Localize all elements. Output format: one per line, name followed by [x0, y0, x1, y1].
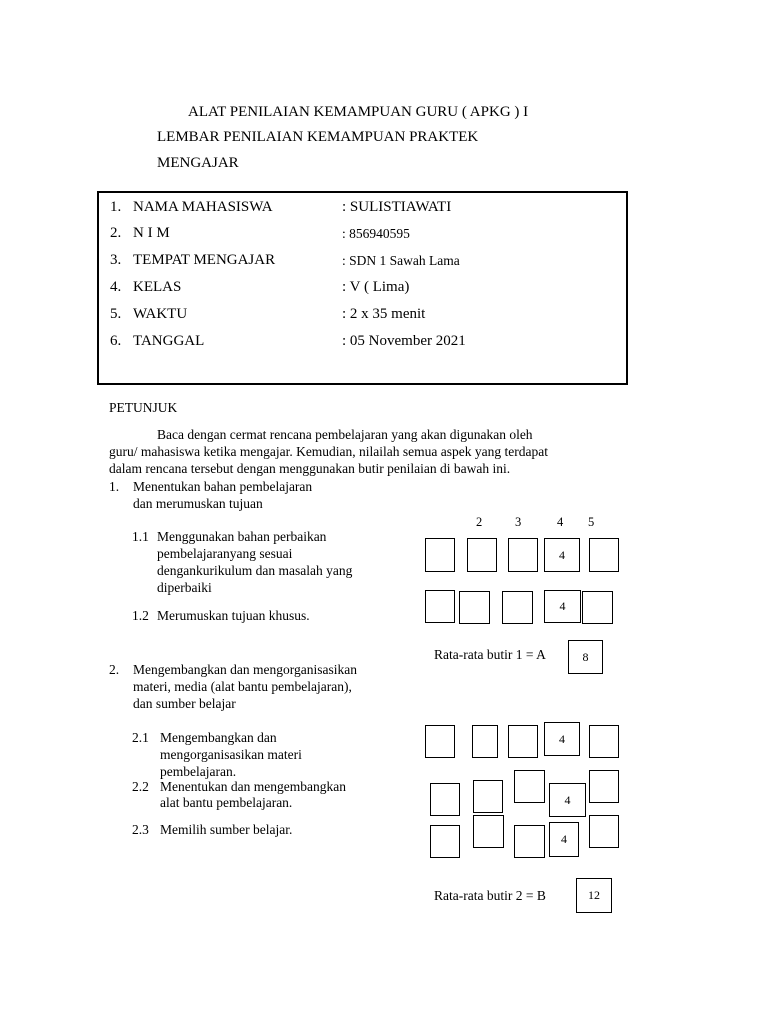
- item-number: 2.2: [132, 779, 149, 794]
- item-number: 2.3: [132, 822, 149, 837]
- item-text: diperbaiki: [157, 580, 212, 595]
- item-text: Menggunakan bahan perbaikan: [157, 529, 327, 544]
- score-box[interactable]: [589, 815, 619, 848]
- item-text: mengorganisasikan materi: [160, 747, 302, 762]
- identity-label-name: NAMA MAHASISWA: [133, 199, 273, 215]
- item-number: 1.2: [132, 608, 149, 623]
- score-box[interactable]: [514, 825, 545, 858]
- instructions-line: dalam rencana tersebut dengan menggunakan butir penilaian di bawah ini.: [109, 461, 511, 476]
- identity-num: 6.: [110, 333, 122, 349]
- scale-label: 3: [515, 515, 522, 529]
- score-box[interactable]: [589, 538, 619, 572]
- score-box[interactable]: [582, 591, 613, 624]
- instructions-line: guru/ mahasiswa ketika mengajar. Kemudian, nilailah semua aspek yang terdapat: [109, 444, 548, 459]
- score-box[interactable]: [430, 825, 460, 858]
- average-label: Rata-rata butir 2 = B: [434, 888, 546, 903]
- score-box-selected[interactable]: 4: [549, 783, 586, 817]
- identity-num: 4.: [110, 279, 122, 295]
- score-box[interactable]: [467, 538, 497, 572]
- doc-title-line1: ALAT PENILAIAN KEMAMPUAN GURU ( APKG ) I: [188, 104, 529, 120]
- item-text: Mengembangkan dan: [160, 730, 277, 745]
- identity-value-date: : 05 November 2021: [342, 333, 466, 349]
- scale-label: 4: [557, 515, 564, 529]
- identity-label-time: WAKTU: [133, 306, 188, 322]
- identity-num: 1.: [110, 199, 122, 215]
- identity-label-place: TEMPAT MENGAJAR: [133, 252, 276, 268]
- score-box[interactable]: [508, 725, 538, 758]
- score-box[interactable]: [514, 770, 545, 803]
- identity-num: 3.: [110, 252, 122, 268]
- score-box[interactable]: [459, 591, 490, 624]
- section2-title: dan sumber belajar: [133, 696, 236, 711]
- scale-label: 2: [476, 515, 483, 529]
- score-box[interactable]: [472, 725, 498, 758]
- identity-value-class: : V ( Lima): [342, 279, 410, 295]
- item-text: alat bantu pembelajaran.: [160, 795, 293, 810]
- item-text: dengankurikulum dan masalah yang: [157, 563, 353, 578]
- item-text: Menentukan dan mengembangkan: [160, 779, 346, 794]
- score-box[interactable]: [473, 780, 503, 813]
- section1-title: Menentukan bahan pembelajaran: [133, 479, 313, 494]
- identity-value-name: : SULISTIAWATI: [342, 199, 452, 215]
- score-box[interactable]: [425, 725, 455, 758]
- score-box-selected[interactable]: 4: [549, 822, 579, 857]
- identity-label-class: KELAS: [133, 279, 182, 295]
- identity-label-date: TANGGAL: [133, 333, 205, 349]
- identity-label-nim: N I M: [133, 225, 170, 241]
- score-box-selected[interactable]: 4: [544, 590, 581, 623]
- score-box[interactable]: [425, 538, 455, 572]
- average-label: Rata-rata butir 1 = A: [434, 647, 546, 662]
- instructions-heading: PETUNJUK: [109, 400, 178, 415]
- item-text: Merumuskan tujuan khusus.: [157, 608, 310, 623]
- identity-value-time: : 2 x 35 menit: [342, 306, 426, 322]
- identity-num: 2.: [110, 225, 122, 241]
- score-box[interactable]: [430, 783, 460, 816]
- section1-num: 1.: [109, 479, 120, 494]
- section2-title: materi, media (alat bantu pembelajaran),: [133, 679, 352, 694]
- identity-value-place: : SDN 1 Sawah Lama: [342, 253, 460, 268]
- score-box[interactable]: [425, 590, 455, 623]
- item-text: pembelajaranyang sesuai: [157, 546, 293, 561]
- section2-title: Mengembangkan dan mengorganisasikan: [133, 662, 357, 677]
- score-box[interactable]: [508, 538, 538, 572]
- average-box[interactable]: 8: [568, 640, 603, 674]
- item-text: pembelajaran.: [160, 764, 237, 779]
- item-number: 1.1: [132, 529, 149, 544]
- average-box[interactable]: 12: [576, 878, 612, 913]
- score-box[interactable]: [502, 591, 533, 624]
- item-text: Memilih sumber belajar.: [160, 822, 293, 837]
- score-box[interactable]: [589, 725, 619, 758]
- score-box[interactable]: [589, 770, 619, 803]
- instructions-line: Baca dengan cermat rencana pembelajaran yang akan digunakan oleh: [157, 427, 533, 442]
- score-box-selected[interactable]: 4: [544, 538, 580, 572]
- score-box-selected[interactable]: 4: [544, 722, 580, 756]
- section2-num: 2.: [109, 662, 120, 677]
- item-number: 2.1: [132, 730, 149, 745]
- doc-title-line2: LEMBAR PENILAIAN KEMAMPUAN PRAKTEK: [157, 129, 479, 145]
- identity-num: 5.: [110, 306, 122, 322]
- doc-title-line3: MENGAJAR: [157, 155, 239, 171]
- scale-label: 5: [588, 515, 595, 529]
- identity-value-nim: : 856940595: [342, 226, 410, 241]
- section1-title: dan merumuskan tujuan: [133, 496, 263, 511]
- score-box[interactable]: [473, 815, 504, 848]
